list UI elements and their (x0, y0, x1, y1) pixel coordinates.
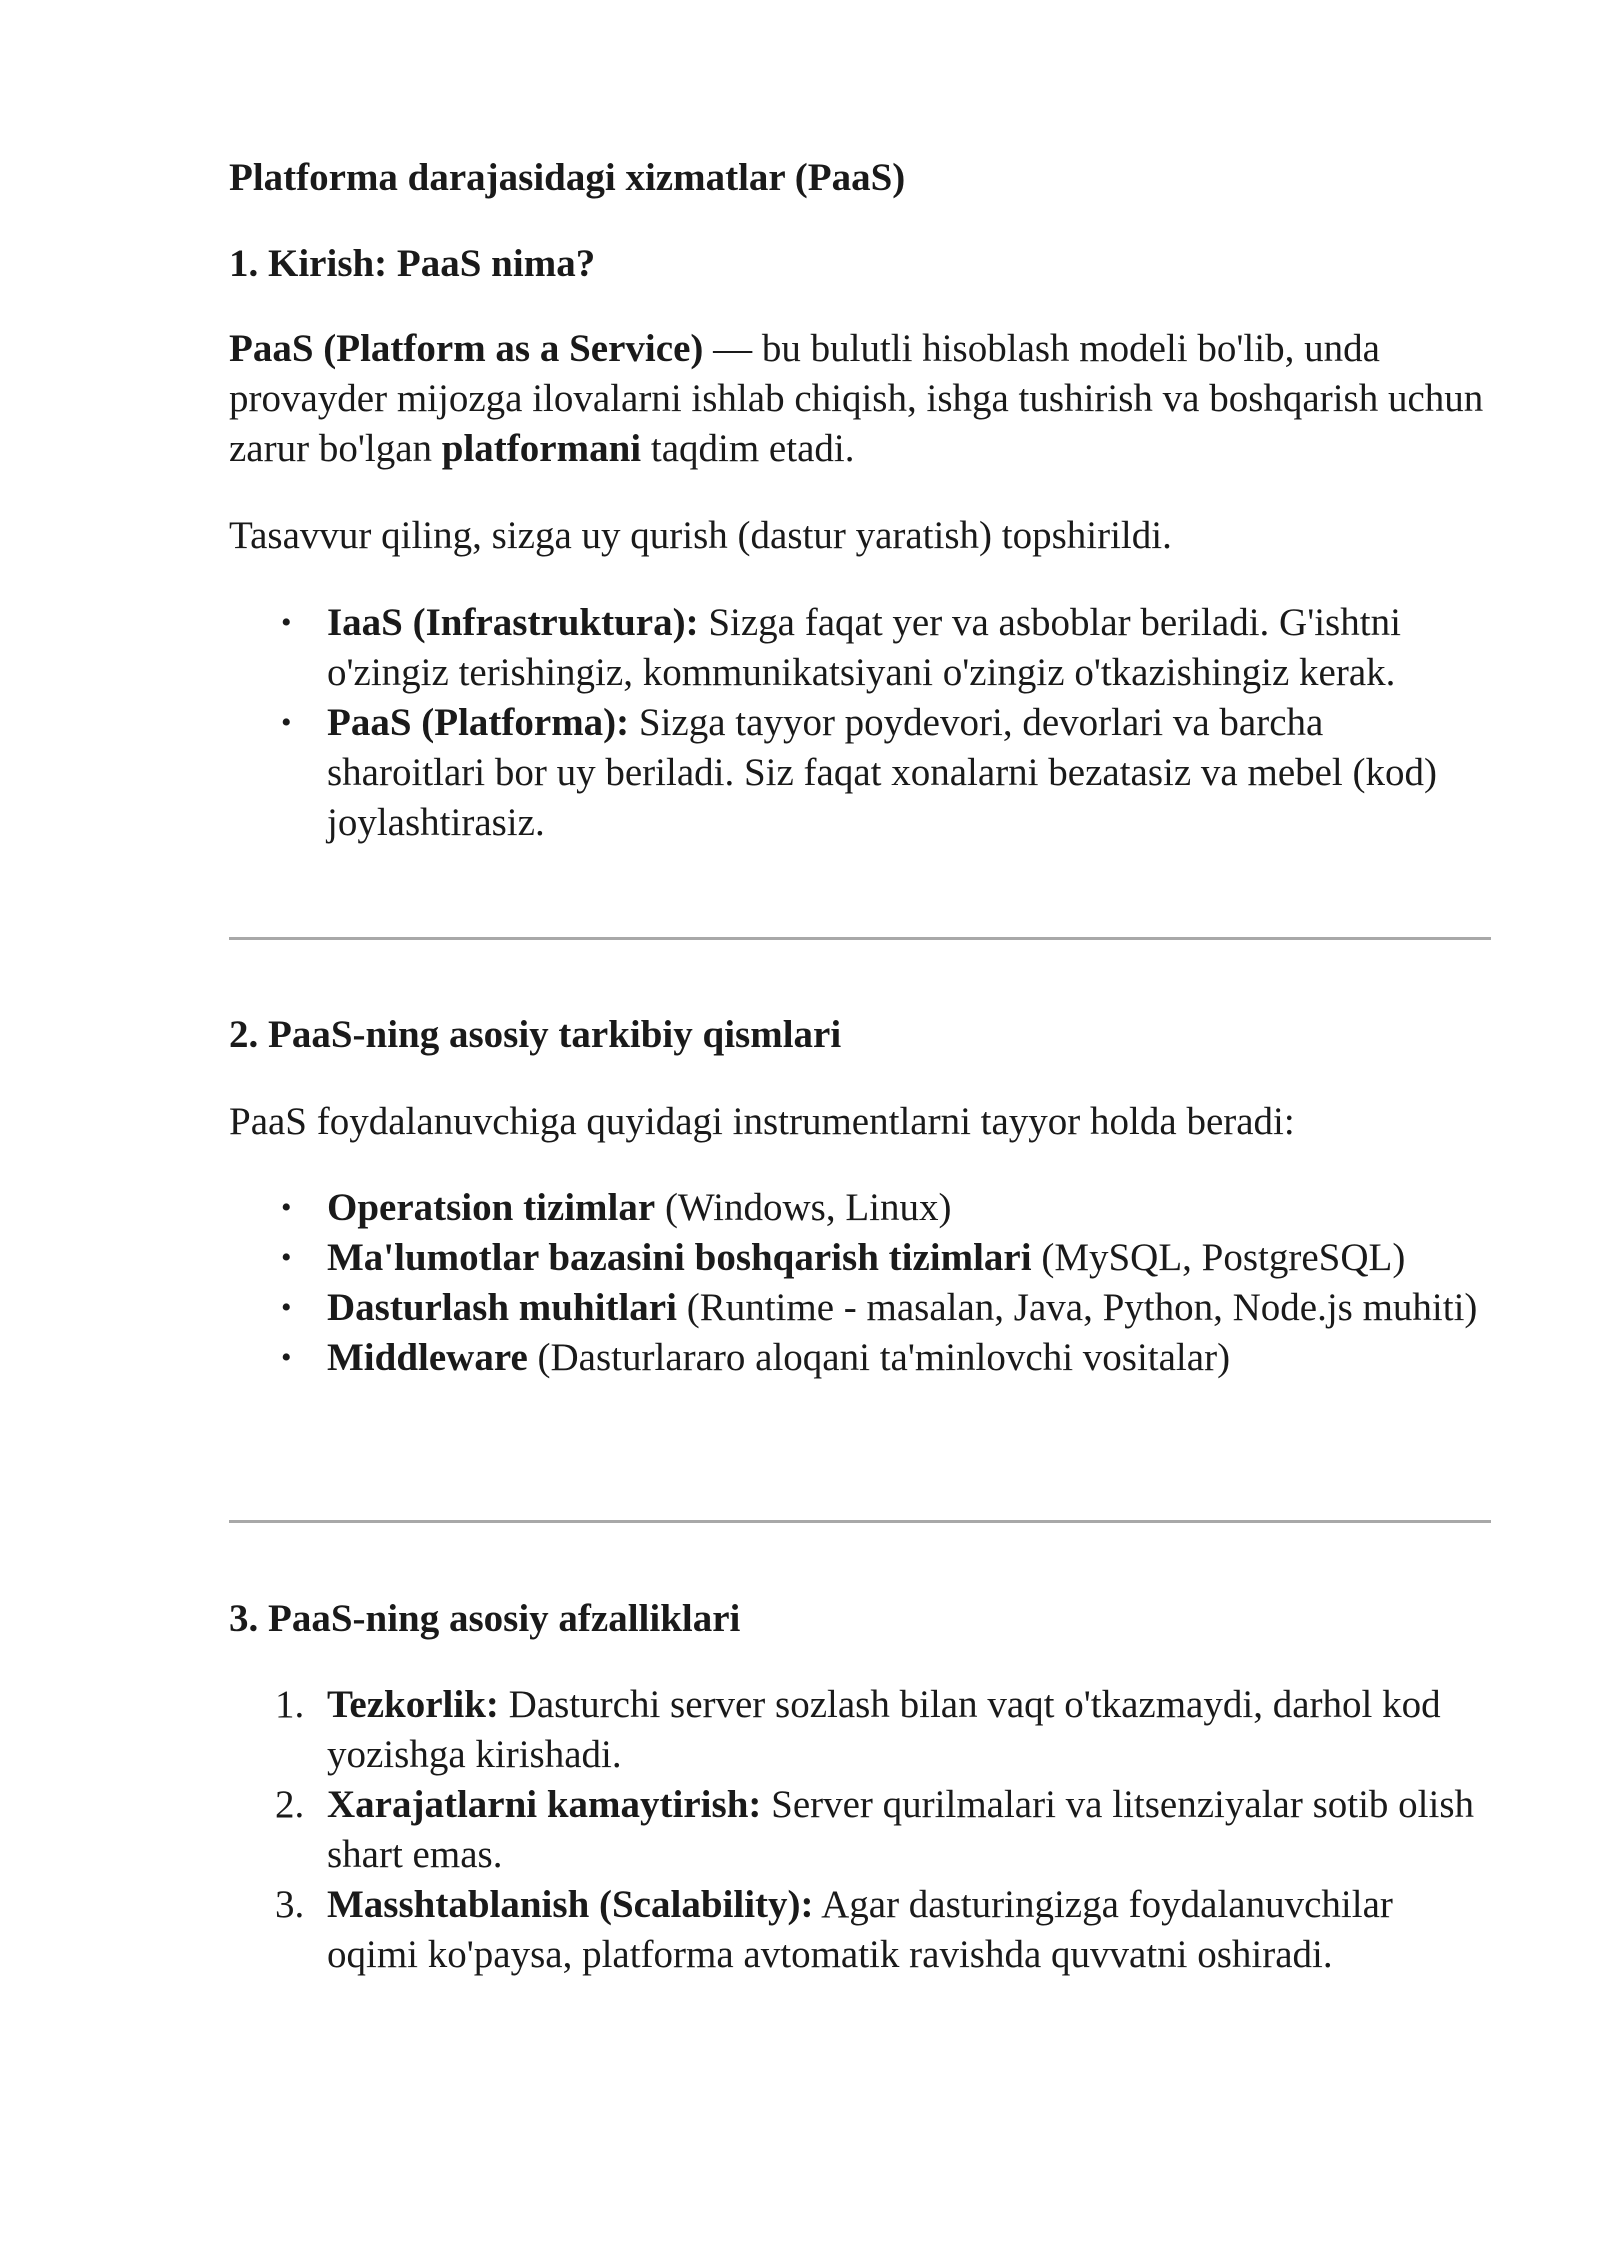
bullet-icon: • (281, 1191, 292, 1224)
list-item (229, 1183, 1491, 1233)
components-list (229, 1183, 1491, 1383)
analogy-paragraph: Tasavvur qiling, sizga uy qurish (dastur yaratish) topshirildi. (229, 514, 1172, 557)
list-item-label: Operatsion tizimlar (327, 1186, 656, 1229)
list-item-number: 3. (275, 1883, 305, 1926)
list-item-label: Dasturlash muhitlari (327, 1286, 677, 1329)
list-item-text: (Runtime - masalan, Java, Python, Node.js muhiti) (676, 1286, 1478, 1329)
list-item (229, 1780, 1491, 1880)
definition-emphasis: platformani (441, 427, 642, 470)
definition-term: PaaS (Platform as a Service) (229, 327, 704, 370)
list-item-text: (Windows, Linux) (655, 1186, 952, 1229)
list-item (229, 1333, 1491, 1383)
section-2-heading: 2. PaaS-ning asosiy tarkibiy qismlari (229, 1013, 842, 1056)
list-item-text: Dasturchi server sozlash bilan vaqt o'tkazmaydi, darhol kod yozishga kirishadi. (327, 1683, 1441, 1776)
list-item (229, 1880, 1491, 1980)
list-item-label: Middleware (327, 1336, 528, 1379)
list-item-label: IaaS (Infrastruktura): (327, 601, 699, 644)
list-item-label: Xarajatlarni kamaytirish: (327, 1783, 762, 1826)
document-title: Platforma darajasidagi xizmatlar (PaaS) (229, 156, 906, 199)
list-item-text: Agar dasturingizga foydalanuvchilar oqimi ko'paysa, platforma avtomatik ravishda quvvatni oshiradi. (327, 1883, 1393, 1976)
section-1-heading: 1. Kirish: PaaS nima? (229, 242, 596, 285)
list-item-iaas (229, 598, 1491, 698)
list-item-text: (Dasturlararo aloqani ta'minlovchi vositalar) (527, 1336, 1231, 1379)
bullet-icon: • (281, 1241, 292, 1274)
definition-text: — bu bulutli hisoblash modeli bo'lib, unda provayder mijozga ilovalarni ishlab chiqish, ishga tushirish va boshqarish uchun zarur bo'lgan (229, 327, 1484, 470)
bullet-icon: • (281, 1291, 292, 1324)
list-item-paas (229, 698, 1491, 848)
list-item-text: Sizga tayyor poydevori, devorlari va barcha sharoitlari bor uy beriladi. Siz faqat xonalarni bezatasiz va mebel (kod) joylashtirasiz. (327, 701, 1437, 844)
list-item-label: PaaS (Platforma): (327, 701, 630, 744)
section-3-heading: 3. PaaS-ning asosiy afzalliklari (229, 1597, 741, 1640)
advantages-list (229, 1680, 1491, 1980)
section-divider (229, 937, 1491, 940)
list-item-text: Sizga faqat yer va asboblar beriladi. G'ishtni o'zingiz terishingiz, kommunikatsiyani o'zingiz o'tkazishingiz kerak. (327, 601, 1401, 694)
comparison-list (229, 598, 1491, 848)
list-item-text: (MySQL, PostgreSQL) (1031, 1236, 1406, 1279)
list-item-label: Tezkorlik: (327, 1683, 499, 1726)
list-item-label: Ma'lumotlar bazasini boshqarish tizimlari (327, 1236, 1032, 1279)
bullet-icon: • (281, 1341, 292, 1374)
paas-definition-paragraph (229, 324, 1491, 474)
list-item (229, 1680, 1491, 1780)
list-item (229, 1283, 1491, 1333)
list-item-number: 2. (275, 1783, 305, 1826)
section-divider (229, 1520, 1491, 1523)
list-item-label: Masshtablanish (Scalability): (327, 1883, 814, 1926)
definition-text-end: taqdim etadi. (641, 427, 855, 470)
list-item-number: 1. (275, 1683, 305, 1726)
list-item-text: Server qurilmalari va litsenziyalar sotib olish shart emas. (327, 1783, 1475, 1876)
bullet-icon: • (281, 606, 292, 639)
list-item (229, 1233, 1491, 1283)
bullet-icon: • (281, 706, 292, 739)
components-intro: PaaS foydalanuvchiga quyidagi instrumentlarni tayyor holda beradi: (229, 1100, 1295, 1143)
